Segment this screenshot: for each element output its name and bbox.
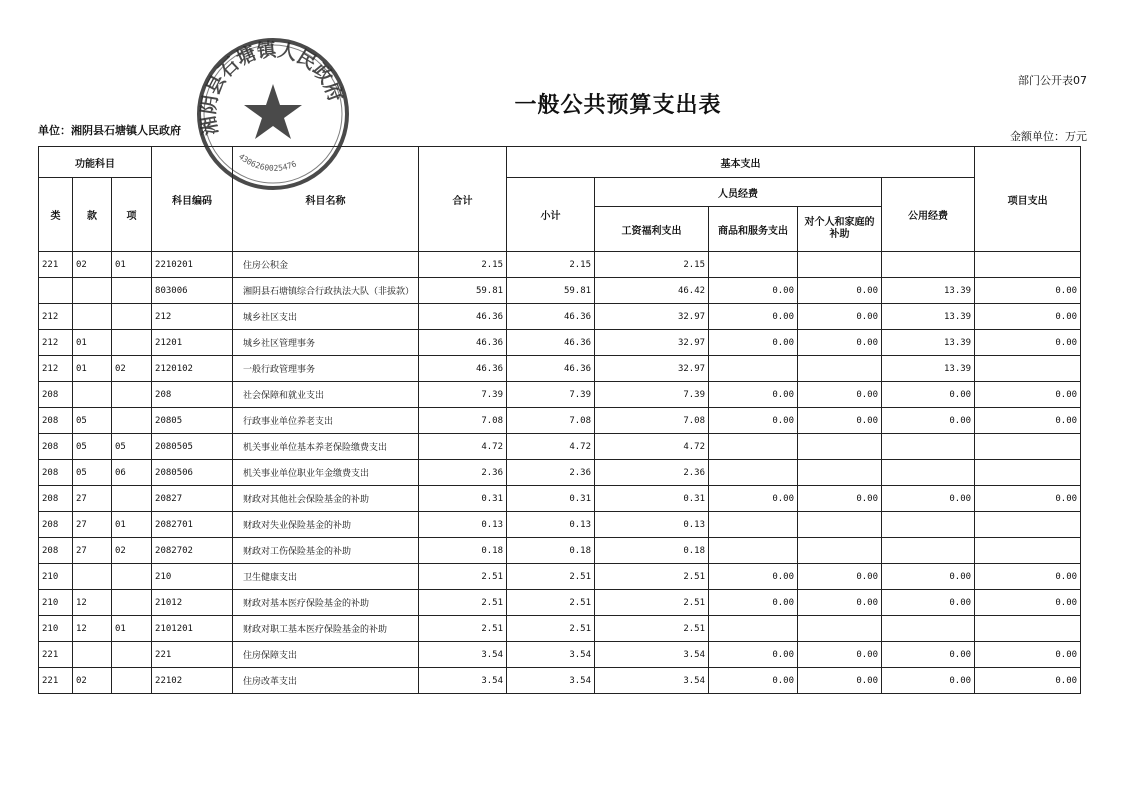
cell-kuan: 02 xyxy=(73,668,112,694)
cell-public xyxy=(882,252,975,278)
cell-public: 0.00 xyxy=(882,564,975,590)
cell-subtotal: 2.51 xyxy=(507,564,595,590)
cell-subtotal: 3.54 xyxy=(507,668,595,694)
cell-xiang xyxy=(112,382,152,408)
cell-xiang: 01 xyxy=(112,616,152,642)
cell-wages: 32.97 xyxy=(595,356,709,382)
cell-xiang: 01 xyxy=(112,252,152,278)
cell-total: 46.36 xyxy=(419,304,507,330)
cell-xiang xyxy=(112,330,152,356)
cell-subsidy xyxy=(798,356,882,382)
cell-subsidy xyxy=(798,512,882,538)
cell-public: 0.00 xyxy=(882,668,975,694)
header-lei: 类 xyxy=(39,178,73,252)
header-func-subject: 功能科目 xyxy=(39,147,152,178)
cell-total: 0.13 xyxy=(419,512,507,538)
cell-total: 46.36 xyxy=(419,330,507,356)
cell-total: 7.08 xyxy=(419,408,507,434)
cell-code: 208 xyxy=(152,382,233,408)
table-row xyxy=(39,616,1081,642)
cell-wages: 2.15 xyxy=(595,252,709,278)
cell-subtotal: 2.36 xyxy=(507,460,595,486)
cell-xiang: 01 xyxy=(112,512,152,538)
cell-wages: 7.39 xyxy=(595,382,709,408)
cell-total: 7.39 xyxy=(419,382,507,408)
cell-project xyxy=(975,460,1081,486)
cell-project xyxy=(975,434,1081,460)
cell-project: 0.00 xyxy=(975,278,1081,304)
cell-total: 3.54 xyxy=(419,642,507,668)
table-row xyxy=(39,434,1081,460)
cell-lei: 208 xyxy=(39,382,73,408)
cell-wages: 2.51 xyxy=(595,590,709,616)
cell-goods xyxy=(709,434,798,460)
table-row xyxy=(39,304,1081,330)
cell-project: 0.00 xyxy=(975,382,1081,408)
cell-wages: 2.51 xyxy=(595,564,709,590)
table-row xyxy=(39,330,1081,356)
cell-lei: 208 xyxy=(39,408,73,434)
cell-total: 2.51 xyxy=(419,564,507,590)
cell-total: 3.54 xyxy=(419,668,507,694)
table-row xyxy=(39,564,1081,590)
cell-public xyxy=(882,512,975,538)
cell-subsidy: 0.00 xyxy=(798,330,882,356)
cell-code: 20827 xyxy=(152,486,233,512)
cell-xiang: 05 xyxy=(112,434,152,460)
cell-xiang xyxy=(112,304,152,330)
cell-kuan: 01 xyxy=(73,330,112,356)
cell-kuan: 05 xyxy=(73,460,112,486)
cell-code: 803006 xyxy=(152,278,233,304)
cell-goods: 0.00 xyxy=(709,304,798,330)
cell-kuan: 05 xyxy=(73,408,112,434)
cell-kuan: 27 xyxy=(73,538,112,564)
cell-project: 0.00 xyxy=(975,590,1081,616)
cell-kuan xyxy=(73,564,112,590)
cell-subsidy: 0.00 xyxy=(798,642,882,668)
table-row xyxy=(39,668,1081,694)
table-row xyxy=(39,590,1081,616)
table-row xyxy=(39,356,1081,382)
cell-project: 0.00 xyxy=(975,330,1081,356)
cell-subsidy: 0.00 xyxy=(798,486,882,512)
cell-total: 2.36 xyxy=(419,460,507,486)
cell-goods xyxy=(709,616,798,642)
header-project: 项目支出 xyxy=(975,147,1081,252)
cell-name: 一般行政管理事务 xyxy=(233,356,419,382)
cell-goods: 0.00 xyxy=(709,564,798,590)
page-title: 一般公共预算支出表 xyxy=(514,93,722,118)
cell-name: 行政事业单位养老支出 xyxy=(233,408,419,434)
table-row xyxy=(39,460,1081,486)
cell-subtotal: 46.36 xyxy=(507,304,595,330)
cell-code: 2082701 xyxy=(152,512,233,538)
cell-wages: 46.42 xyxy=(595,278,709,304)
cell-kuan: 27 xyxy=(73,512,112,538)
cell-public: 0.00 xyxy=(882,590,975,616)
seal-number: 4306260025476 xyxy=(236,151,298,173)
cell-public: 13.39 xyxy=(882,278,975,304)
cell-public: 13.39 xyxy=(882,330,975,356)
cell-code: 210 xyxy=(152,564,233,590)
cell-public: 0.00 xyxy=(882,642,975,668)
cell-code: 20805 xyxy=(152,408,233,434)
cell-wages: 7.08 xyxy=(595,408,709,434)
cell-public xyxy=(882,434,975,460)
cell-subsidy: 0.00 xyxy=(798,408,882,434)
header-public: 公用经费 xyxy=(882,178,975,252)
cell-lei: 210 xyxy=(39,590,73,616)
cell-total: 46.36 xyxy=(419,356,507,382)
cell-name: 住房公积金 xyxy=(233,252,419,278)
cell-subsidy xyxy=(798,252,882,278)
cell-subsidy xyxy=(798,538,882,564)
cell-lei: 221 xyxy=(39,668,73,694)
cell-xiang xyxy=(112,486,152,512)
table-row xyxy=(39,408,1081,434)
star-icon xyxy=(244,84,302,139)
header-subsidy: 对个人和家庭的补助 xyxy=(798,207,882,252)
form-code: 部门公开表07 xyxy=(1018,74,1087,87)
seal-text: 湘阴县石塘镇人民政府 xyxy=(197,38,347,137)
cell-code: 221 xyxy=(152,642,233,668)
cell-subtotal: 7.39 xyxy=(507,382,595,408)
cell-wages: 0.18 xyxy=(595,538,709,564)
table-row xyxy=(39,252,1081,278)
cell-name: 财政对基本医疗保险基金的补助 xyxy=(233,590,419,616)
cell-subtotal: 59.81 xyxy=(507,278,595,304)
cell-goods xyxy=(709,356,798,382)
table-row xyxy=(39,486,1081,512)
cell-goods: 0.00 xyxy=(709,668,798,694)
cell-kuan: 05 xyxy=(73,434,112,460)
cell-subtotal: 0.18 xyxy=(507,538,595,564)
header-personnel: 人员经费 xyxy=(595,178,882,207)
cell-subsidy xyxy=(798,616,882,642)
cell-project xyxy=(975,252,1081,278)
cell-name: 湘阴县石塘镇综合行政执法大队（非拔款） xyxy=(233,278,419,304)
cell-wages: 2.51 xyxy=(595,616,709,642)
cell-code: 2082702 xyxy=(152,538,233,564)
header-total: 合计 xyxy=(419,147,507,252)
cell-lei: 212 xyxy=(39,304,73,330)
header-subtotal: 小计 xyxy=(507,178,595,252)
cell-goods xyxy=(709,512,798,538)
cell-subsidy: 0.00 xyxy=(798,564,882,590)
cell-goods: 0.00 xyxy=(709,278,798,304)
cell-xiang xyxy=(112,278,152,304)
cell-goods: 0.00 xyxy=(709,642,798,668)
cell-name: 城乡社区管理事务 xyxy=(233,330,419,356)
cell-public xyxy=(882,538,975,564)
cell-total: 2.51 xyxy=(419,590,507,616)
cell-public: 0.00 xyxy=(882,382,975,408)
cell-lei: 212 xyxy=(39,330,73,356)
cell-name: 社会保障和就业支出 xyxy=(233,382,419,408)
table-row xyxy=(39,642,1081,668)
cell-kuan xyxy=(73,278,112,304)
cell-project: 0.00 xyxy=(975,486,1081,512)
unit-label: 单位：湘阴县石塘镇人民政府 xyxy=(38,124,181,137)
cell-code: 212 xyxy=(152,304,233,330)
cell-code: 2080506 xyxy=(152,460,233,486)
cell-name: 财政对失业保险基金的补助 xyxy=(233,512,419,538)
cell-code: 21012 xyxy=(152,590,233,616)
cell-wages: 4.72 xyxy=(595,434,709,460)
cell-kuan xyxy=(73,304,112,330)
header-name: 科目名称 xyxy=(233,147,419,252)
cell-goods: 0.00 xyxy=(709,486,798,512)
header-goods: 商品和服务支出 xyxy=(709,207,798,252)
cell-goods xyxy=(709,460,798,486)
cell-public xyxy=(882,460,975,486)
cell-project xyxy=(975,356,1081,382)
table-row xyxy=(39,278,1081,304)
cell-goods xyxy=(709,252,798,278)
cell-public: 13.39 xyxy=(882,304,975,330)
cell-goods: 0.00 xyxy=(709,590,798,616)
cell-name: 城乡社区支出 xyxy=(233,304,419,330)
cell-xiang: 06 xyxy=(112,460,152,486)
cell-project: 0.00 xyxy=(975,304,1081,330)
cell-total: 59.81 xyxy=(419,278,507,304)
cell-subsidy: 0.00 xyxy=(798,382,882,408)
cell-code: 21201 xyxy=(152,330,233,356)
cell-subtotal: 0.31 xyxy=(507,486,595,512)
cell-kuan: 27 xyxy=(73,486,112,512)
header-kuan: 款 xyxy=(73,178,112,252)
cell-kuan: 12 xyxy=(73,590,112,616)
cell-project xyxy=(975,616,1081,642)
cell-lei: 208 xyxy=(39,460,73,486)
cell-wages: 32.97 xyxy=(595,330,709,356)
cell-wages: 2.36 xyxy=(595,460,709,486)
cell-name: 财政对其他社会保险基金的补助 xyxy=(233,486,419,512)
cell-total: 0.18 xyxy=(419,538,507,564)
cell-code: 2101201 xyxy=(152,616,233,642)
cell-lei: 212 xyxy=(39,356,73,382)
cell-lei: 210 xyxy=(39,564,73,590)
cell-subtotal: 46.36 xyxy=(507,330,595,356)
cell-kuan: 12 xyxy=(73,616,112,642)
cell-lei: 221 xyxy=(39,642,73,668)
cell-project: 0.00 xyxy=(975,642,1081,668)
cell-lei: 221 xyxy=(39,252,73,278)
cell-subtotal: 4.72 xyxy=(507,434,595,460)
table-row xyxy=(39,382,1081,408)
cell-total: 0.31 xyxy=(419,486,507,512)
cell-name: 机关事业单位职业年金缴费支出 xyxy=(233,460,419,486)
cell-subsidy: 0.00 xyxy=(798,278,882,304)
cell-wages: 3.54 xyxy=(595,668,709,694)
cell-name: 财政对工伤保险基金的补助 xyxy=(233,538,419,564)
cell-xiang xyxy=(112,642,152,668)
cell-xiang: 02 xyxy=(112,356,152,382)
cell-public xyxy=(882,616,975,642)
cell-name: 财政对职工基本医疗保险基金的补助 xyxy=(233,616,419,642)
cell-subtotal: 7.08 xyxy=(507,408,595,434)
cell-subtotal: 2.51 xyxy=(507,590,595,616)
cell-total: 2.15 xyxy=(419,252,507,278)
header-xiang: 项 xyxy=(112,178,152,252)
cell-name: 住房改革支出 xyxy=(233,668,419,694)
cell-wages: 3.54 xyxy=(595,642,709,668)
cell-kuan xyxy=(73,642,112,668)
cell-subtotal: 0.13 xyxy=(507,512,595,538)
cell-name: 住房保障支出 xyxy=(233,642,419,668)
cell-public: 0.00 xyxy=(882,486,975,512)
cell-subsidy xyxy=(798,460,882,486)
cell-lei xyxy=(39,278,73,304)
header-code: 科目编码 xyxy=(152,147,233,252)
cell-code: 2120102 xyxy=(152,356,233,382)
cell-project: 0.00 xyxy=(975,668,1081,694)
cell-subtotal: 2.15 xyxy=(507,252,595,278)
cell-goods xyxy=(709,538,798,564)
cell-xiang: 02 xyxy=(112,538,152,564)
cell-xiang xyxy=(112,408,152,434)
cell-subtotal: 2.51 xyxy=(507,616,595,642)
cell-wages: 0.13 xyxy=(595,512,709,538)
cell-subsidy: 0.00 xyxy=(798,668,882,694)
cell-goods: 0.00 xyxy=(709,408,798,434)
cell-wages: 0.31 xyxy=(595,486,709,512)
cell-lei: 208 xyxy=(39,538,73,564)
cell-name: 卫生健康支出 xyxy=(233,564,419,590)
cell-code: 2080505 xyxy=(152,434,233,460)
cell-subtotal: 46.36 xyxy=(507,356,595,382)
cell-project xyxy=(975,538,1081,564)
cell-kuan: 02 xyxy=(73,252,112,278)
cell-xiang xyxy=(112,668,152,694)
header-basic: 基本支出 xyxy=(507,147,975,178)
cell-lei: 208 xyxy=(39,434,73,460)
cell-code: 22102 xyxy=(152,668,233,694)
cell-total: 2.51 xyxy=(419,616,507,642)
cell-public: 13.39 xyxy=(882,356,975,382)
cell-project: 0.00 xyxy=(975,564,1081,590)
cell-kuan: 01 xyxy=(73,356,112,382)
cell-xiang xyxy=(112,564,152,590)
budget-table xyxy=(38,146,1081,694)
header-wages: 工资福利支出 xyxy=(595,207,709,252)
cell-total: 4.72 xyxy=(419,434,507,460)
cell-goods: 0.00 xyxy=(709,330,798,356)
cell-subtotal: 3.54 xyxy=(507,642,595,668)
cell-lei: 208 xyxy=(39,486,73,512)
cell-name: 机关事业单位基本养老保险缴费支出 xyxy=(233,434,419,460)
cell-project xyxy=(975,512,1081,538)
cell-wages: 32.97 xyxy=(595,304,709,330)
cell-lei: 210 xyxy=(39,616,73,642)
cell-lei: 208 xyxy=(39,512,73,538)
cell-public: 0.00 xyxy=(882,408,975,434)
official-seal xyxy=(193,34,353,194)
table-row xyxy=(39,512,1081,538)
svg-text:4306260025476 xyxy=(237,152,298,173)
cell-subsidy xyxy=(798,434,882,460)
cell-goods: 0.00 xyxy=(709,382,798,408)
amount-unit-label: 金额单位：万元 xyxy=(1010,130,1087,143)
cell-code: 2210201 xyxy=(152,252,233,278)
cell-subsidy: 0.00 xyxy=(798,590,882,616)
cell-xiang xyxy=(112,590,152,616)
cell-project: 0.00 xyxy=(975,408,1081,434)
table-row xyxy=(39,538,1081,564)
cell-kuan xyxy=(73,382,112,408)
cell-subsidy: 0.00 xyxy=(798,304,882,330)
